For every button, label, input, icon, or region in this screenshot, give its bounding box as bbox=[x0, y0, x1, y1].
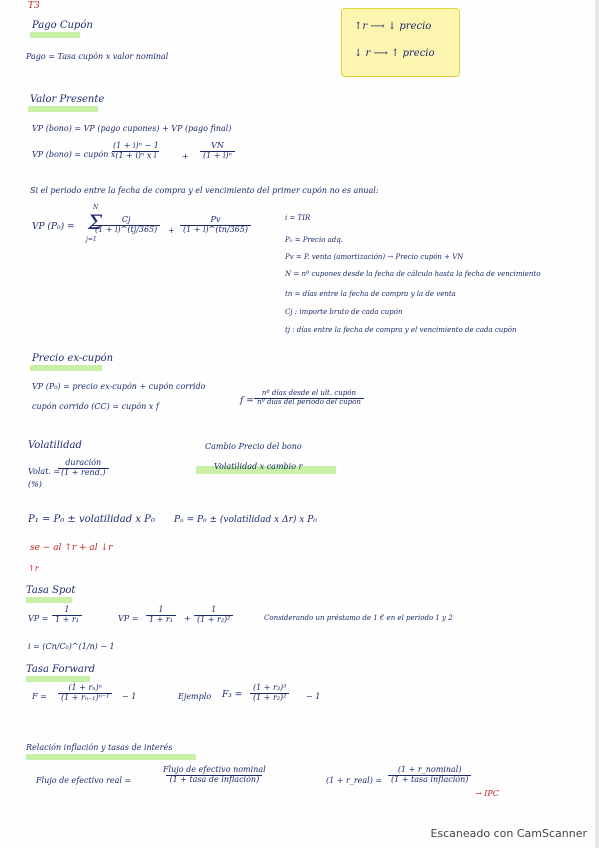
fraction-numerator: duración bbox=[65, 458, 102, 467]
sum-upper: N bbox=[93, 204, 99, 211]
f3-tail: − 1 bbox=[306, 692, 321, 701]
section-title-pago-cupon: Pago Cupón bbox=[32, 20, 93, 31]
flujo-fraction bbox=[160, 766, 269, 785]
f3-left: F₃ = bbox=[222, 690, 243, 700]
spot-vp-left: VP = bbox=[28, 614, 49, 623]
section-title-relacion-inflacion: Relación inflación y tasas de interés bbox=[26, 743, 173, 752]
fraction-denominator: nº días del periodo del cupón bbox=[254, 398, 364, 407]
highlight bbox=[26, 754, 196, 760]
fraction-numerator: 1 bbox=[64, 605, 70, 614]
plus-sign: + bbox=[184, 614, 191, 623]
ex-cupon-formula-2: cupón corrido (CC) = cupón x f bbox=[32, 402, 159, 411]
fraction-denominator: (1 + rₙ₋₁)ⁿ⁻¹ bbox=[58, 693, 112, 703]
rate-price-box bbox=[341, 8, 460, 77]
definition: N = nº cupones desde la fecha de cálculo hasta la fecha de vencimiento bbox=[285, 270, 541, 278]
highlight bbox=[26, 597, 72, 603]
page-edge bbox=[595, 0, 599, 848]
box-line-2: ↓ r ⟶ ↑ precio bbox=[354, 48, 435, 59]
spot-fraction-b bbox=[194, 606, 233, 625]
flujo-real-left: Flujo de efectivo real = bbox=[36, 776, 132, 785]
fraction-denominator: (1 + r₂)² bbox=[194, 615, 233, 625]
fraction-denominator: (1 + i)^(tj/365) bbox=[92, 225, 160, 235]
ejemplo-label: Ejemplo bbox=[178, 692, 212, 701]
fraction-numerator: Pv bbox=[210, 215, 221, 224]
fraction-numerator: Cj bbox=[121, 215, 131, 224]
vp-formula-2-left: VP (bono) = cupón x bbox=[32, 150, 116, 159]
pago-formula: Pago = Tasa cupón x valor nominal bbox=[26, 52, 169, 61]
page-label: T3 bbox=[28, 1, 40, 11]
fraction-numerator: nº días desde el ult. cupón bbox=[261, 389, 356, 397]
highlight bbox=[30, 365, 102, 371]
fraction-denominator: (1 + i)^(tn/365) bbox=[180, 225, 251, 235]
definition: i = TIR bbox=[285, 214, 311, 222]
fraction-denominator: (1 + tasa de inflación) bbox=[166, 775, 262, 785]
fraction-numerator: VN bbox=[211, 141, 224, 150]
fraction-denominator: (1 + r₂)² bbox=[250, 693, 289, 703]
vp-fraction-2 bbox=[200, 142, 235, 161]
forward-left: F = bbox=[32, 692, 47, 701]
forward-fraction bbox=[58, 684, 112, 703]
definition: tj : días entre la fecha de compra y el vencimiento de cada cupón bbox=[285, 326, 517, 334]
r-real-left: (1 + r_real) = bbox=[326, 776, 383, 785]
section-title-tasa-spot: Tasa Spot bbox=[26, 585, 76, 596]
highlight bbox=[28, 106, 98, 112]
definition: Cj : importe bruto de cada cupón bbox=[285, 308, 403, 316]
volat-fraction bbox=[58, 459, 109, 478]
sum-symbol: Σ bbox=[88, 210, 103, 234]
volat-left: Volat. = bbox=[28, 467, 61, 476]
volat-unit: (%) bbox=[28, 480, 42, 489]
sum-lower: j=1 bbox=[86, 236, 97, 243]
fraction-numerator: (1 + rₙ)ⁿ bbox=[68, 683, 102, 692]
f3-fraction bbox=[250, 684, 289, 703]
fraction-numerator: (1 + r₃)³ bbox=[253, 683, 287, 692]
p1-formula: P₁ = P₀ ± volatilidad x P₀ bbox=[28, 514, 155, 525]
definition: tn = días entre la fecha de compra y la de venta bbox=[285, 290, 456, 298]
highlight bbox=[30, 32, 80, 38]
f-left: f = bbox=[240, 396, 254, 406]
vp-term-2 bbox=[180, 216, 251, 235]
ipc-label: → IPC bbox=[475, 789, 499, 798]
spot-fraction bbox=[52, 606, 82, 625]
highlight bbox=[26, 676, 90, 682]
fraction-denominator: (1 + i)ⁿ x i bbox=[112, 151, 159, 161]
vp-formula-1: VP (bono) = VP (pago cupones) + VP (pago final) bbox=[32, 124, 232, 133]
section-title-tasa-forward: Tasa Forward bbox=[26, 664, 96, 675]
section-title-precio-ex-cupon: Precio ex-cupón bbox=[32, 353, 114, 364]
fraction-denominator: (1 + i)ⁿ bbox=[200, 151, 235, 161]
pn-formula: Pₙ = P₀ ± (volatilidad x Δr) x P₀ bbox=[174, 515, 317, 525]
fraction-denominator: 1 + r₁ bbox=[52, 615, 82, 625]
fraction-numerator: Flujo de efectivo nominal bbox=[163, 765, 266, 774]
fraction-denominator: 1 + r₁ bbox=[146, 615, 176, 625]
plus-sign: + bbox=[182, 152, 189, 161]
section-title-volatilidad: Volatilidad bbox=[28, 440, 82, 451]
fraction-numerator: 1 bbox=[211, 605, 217, 614]
vp-p0-left: VP (P₀) = bbox=[32, 222, 75, 232]
spot-vp2-left: VP = bbox=[118, 614, 139, 623]
f-fraction bbox=[254, 390, 364, 406]
spot-note: Considerando un préstamo de 1 € en el periodo 1 y 2 bbox=[264, 614, 453, 622]
red-note: ↑r bbox=[28, 564, 39, 573]
i-formula: i = (Cn/C₀)^(1/n) − 1 bbox=[28, 642, 115, 651]
r-real-fraction bbox=[388, 766, 471, 785]
fraction-numerator: 1 bbox=[158, 605, 164, 614]
box-line-1: ↑r ⟶ ↓ precio bbox=[354, 21, 432, 32]
fraction-denominator: (1 + rend.) bbox=[58, 468, 109, 478]
spot-fraction-a bbox=[146, 606, 176, 625]
forward-tail: − 1 bbox=[122, 692, 137, 701]
fraction-numerator: (1 + i)ⁿ − 1 bbox=[113, 141, 159, 150]
section-title-valor-presente: Valor Presente bbox=[30, 94, 105, 105]
ex-cupon-formula-1: VP (P₀) = precio ex-cupón + cupón corrido bbox=[32, 382, 206, 391]
cambio-precio-line: Volatilidad x cambio r bbox=[214, 462, 303, 471]
cambio-precio-title: Cambio Precio del bono bbox=[205, 442, 302, 451]
definition: P₀ = Precio adq. bbox=[285, 236, 343, 244]
red-note: se − al ↑r + al ↓r bbox=[30, 543, 113, 553]
definition: Pv = P. venta (amortización) → Precio cupón + VN bbox=[285, 253, 464, 261]
vp-term-1 bbox=[92, 216, 160, 235]
fraction-denominator: (1 + tasa inflación) bbox=[388, 775, 471, 785]
vp-fraction-1 bbox=[110, 142, 162, 161]
fraction-numerator: (1 + r_nominal) bbox=[397, 765, 462, 774]
periodo-note: Si el periodo entre la fecha de compra y el vencimiento del primer cupón no es anual: bbox=[30, 186, 379, 195]
scanner-watermark: Escaneado con CamScanner bbox=[430, 827, 587, 840]
plus-sign: + bbox=[168, 226, 175, 235]
